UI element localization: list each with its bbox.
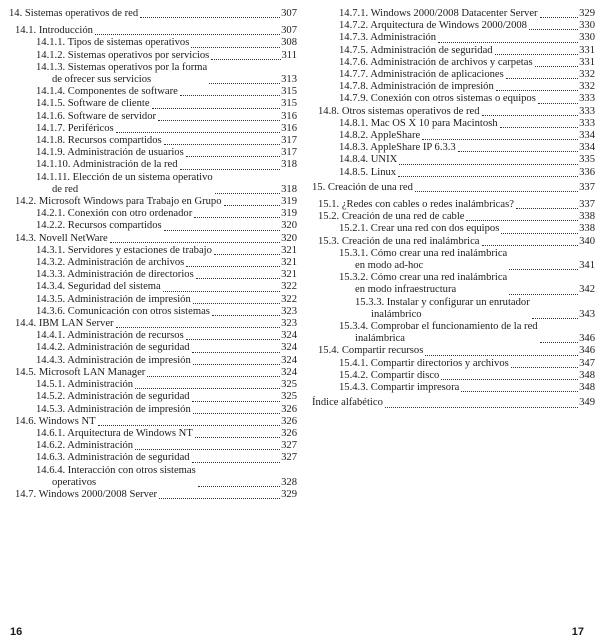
- toc-entry: [9, 159, 297, 171]
- toc-entry-title: 14.1.4. Componentes de software: [36, 86, 178, 98]
- toc-entry: [312, 57, 595, 69]
- toc-page-number: 347: [579, 357, 595, 369]
- toc-page-number: 332: [579, 69, 595, 81]
- dot-leader: [163, 291, 280, 292]
- toc-page-number: 329: [281, 488, 297, 500]
- dot-leader: [482, 115, 579, 116]
- toc-page-number: 325: [281, 391, 297, 403]
- toc-page-number: 324: [281, 366, 297, 378]
- dot-leader: [193, 303, 280, 304]
- toc-entry-title: 15.4.1. Compartir directorios y archivos: [339, 357, 509, 369]
- toc-page-number: 334: [579, 142, 595, 154]
- toc-entry: [9, 269, 297, 281]
- toc-entry: [312, 345, 595, 357]
- toc-page-number: 348: [579, 382, 595, 394]
- dot-leader: [385, 407, 578, 408]
- toc-page-number: 333: [579, 93, 595, 105]
- toc-entry: [312, 223, 595, 235]
- toc-page-number: 323: [281, 305, 297, 317]
- dot-leader: [496, 90, 578, 91]
- toc-entry: [9, 245, 297, 257]
- toc-entry: [9, 98, 297, 110]
- dot-leader: [511, 367, 578, 368]
- toc-entry-title: 14.4.1. Administración de recursos: [36, 330, 184, 342]
- toc-entry: [9, 379, 297, 391]
- toc-entry-title: 14.2.1. Conexión con otro ordenador: [36, 208, 193, 220]
- dot-leader: [501, 233, 578, 234]
- toc-chapter-entry: [312, 397, 595, 409]
- dot-leader: [532, 318, 578, 319]
- toc-entry: [9, 50, 297, 62]
- toc-chapter-entry: [312, 182, 595, 194]
- toc-page-number: 338: [579, 223, 595, 235]
- toc-entry: [312, 69, 595, 81]
- toc-entry: [9, 172, 297, 196]
- toc-page-number: 341: [579, 260, 595, 272]
- toc-entry-title-line: 14.6.4. Interacción con otros sistemas: [36, 464, 196, 476]
- toc-entry-title: 15.2. Creación de una red de cable: [318, 211, 465, 223]
- toc-entry: [9, 440, 297, 452]
- toc-page-number: 329: [579, 8, 595, 19]
- toc-entry-title: 14.5.1. Administración: [36, 379, 134, 391]
- dot-leader: [398, 176, 578, 177]
- toc-entry: [312, 130, 595, 142]
- dot-leader: [441, 379, 578, 380]
- toc-page-number: 317: [281, 135, 297, 147]
- toc-entry-title: 14.5.2. Administración de seguridad: [36, 391, 190, 403]
- toc-page-number: 331: [579, 44, 595, 56]
- dot-leader: [158, 120, 280, 121]
- toc-entry: [312, 81, 595, 93]
- toc-page-number: 333: [579, 105, 595, 117]
- toc-page-number: 322: [281, 281, 297, 293]
- toc-page-number: 326: [281, 403, 297, 415]
- toc-page-number: 313: [281, 74, 297, 86]
- toc-entry-title: 14.4. IBM LAN Server: [15, 318, 114, 330]
- toc-entry: [9, 111, 297, 123]
- toc-page-number: 331: [579, 56, 595, 68]
- toc-entry-title: [36, 465, 196, 489]
- dot-leader: [535, 66, 579, 67]
- toc-column-left: [9, 8, 297, 501]
- dot-leader: [98, 425, 281, 426]
- toc-entry: [9, 452, 297, 464]
- toc-entry-title: 14.3.6. Comunicación con otros sistemas: [36, 305, 210, 317]
- toc-entry: [312, 272, 595, 296]
- toc-page-number: 324: [281, 354, 297, 366]
- toc-entry-title-line: 15.3.3. Instalar y configurar un enrutador: [355, 296, 530, 308]
- toc-page-number: 335: [579, 154, 595, 166]
- toc-entry-title: 15.3. Creación de una red inalámbrica: [318, 235, 480, 247]
- dot-leader: [212, 315, 280, 316]
- dot-leader: [180, 169, 281, 170]
- toc-entry-title-line: 15.3.1. Cómo crear una red inalámbrica: [339, 247, 508, 259]
- toc-entry-title: 14.6.1. Arquitectura de Windows NT: [36, 427, 193, 439]
- toc-entry-title: [339, 272, 507, 296]
- dot-leader: [180, 95, 280, 96]
- toc-entry-title-line: 14.1.11. Elección de un sistema operativo: [36, 171, 213, 183]
- dot-leader: [192, 462, 281, 463]
- dot-leader: [211, 59, 280, 60]
- dot-leader: [116, 327, 281, 328]
- dot-leader: [399, 164, 578, 165]
- toc-entry-title: [339, 321, 538, 345]
- toc-entry-title: 14.8.3. AppleShare IP 6.3.3: [339, 142, 456, 154]
- toc-entry: [312, 142, 595, 154]
- toc-page-number: 340: [579, 235, 595, 247]
- toc-page-number: 308: [281, 37, 297, 49]
- toc-entry: [312, 93, 595, 105]
- toc-entry-title: 14.7.2. Arquitectura de Windows 2000/2008: [339, 20, 527, 32]
- toc-page-number: 316: [281, 110, 297, 122]
- toc-entry: [9, 147, 297, 159]
- dot-leader: [135, 449, 280, 450]
- dot-leader: [540, 342, 579, 343]
- dot-leader: [509, 269, 578, 270]
- toc-entry-title: 14.5. Microsoft LAN Manager: [15, 366, 146, 378]
- toc-page-number: 324: [281, 330, 297, 342]
- toc-page-number: 330: [579, 20, 595, 32]
- toc-entry-title-continuation: operativos: [52, 476, 97, 488]
- toc-page-number: 337: [579, 181, 595, 193]
- toc-entry: [9, 208, 297, 220]
- toc-entry-title: 15. Creación de una red: [312, 181, 413, 193]
- toc-page-number: 307: [281, 25, 297, 37]
- toc-entry: [9, 25, 297, 37]
- toc-entry-title: 14.3.4. Seguridad del sistema: [36, 281, 161, 293]
- toc-entry-title: 14.1.5. Software de cliente: [36, 98, 150, 110]
- dot-leader: [191, 47, 280, 48]
- toc-entry-title: 14.1.7. Periféricos: [36, 122, 114, 134]
- toc-entry: [9, 428, 297, 440]
- toc-chapter-entry: [9, 8, 297, 20]
- toc-page-number: 324: [281, 342, 297, 354]
- toc-entry: [312, 382, 595, 394]
- toc-entry-title: 14.8.5. Linux: [339, 166, 397, 178]
- toc-entry-title-continuation: de red: [52, 183, 79, 195]
- toc-entry-title: [36, 62, 207, 86]
- toc-page-number: 319: [281, 208, 297, 220]
- toc-entry-title: 15.4.2. Compartir disco: [339, 369, 440, 381]
- toc-entry-title: [339, 248, 507, 272]
- toc-page-number: 343: [579, 308, 595, 320]
- dot-leader: [495, 54, 579, 55]
- dot-leader: [438, 42, 578, 43]
- dot-leader: [509, 294, 578, 295]
- toc-entry-title: 14.3.2. Administración de archivos: [36, 257, 185, 269]
- toc-entry-title: 14.8.1. Mac OS X 10 para Macintosh: [339, 117, 498, 129]
- toc-entry-title-line: 14.1.3. Sistemas operativos por la forma: [36, 61, 208, 73]
- dot-leader: [466, 220, 578, 221]
- dot-leader: [116, 132, 280, 133]
- toc-page-number: 342: [579, 284, 595, 296]
- toc-entry-title: 14.7.5. Administración de seguridad: [339, 44, 493, 56]
- dot-leader: [140, 17, 280, 18]
- toc-entry: [9, 330, 297, 342]
- toc-page-number: 311: [281, 49, 297, 61]
- toc-entry-title: Índice alfabético: [312, 397, 383, 409]
- toc-entry-title: 14.8.4. UNIX: [339, 154, 398, 166]
- toc-entry: [312, 211, 595, 223]
- toc-page-number: 315: [281, 86, 297, 98]
- toc-page-number: 307: [281, 8, 297, 19]
- toc-entry-title: 14.7. Windows 2000/2008 Server: [15, 488, 158, 500]
- toc-page-number: 327: [281, 452, 297, 464]
- toc-entry-title: 14.3. Novell NetWare: [15, 232, 108, 244]
- dot-leader: [506, 78, 578, 79]
- toc-entry: [9, 220, 297, 232]
- toc-entry: [312, 106, 595, 118]
- toc-page-number: 346: [579, 333, 595, 345]
- toc-page-number: 321: [281, 269, 297, 281]
- toc-entry-title-continuation: en modo ad-hoc: [355, 260, 424, 272]
- dot-leader: [500, 127, 579, 128]
- toc-page-number: 338: [579, 211, 595, 223]
- dot-leader: [540, 17, 579, 18]
- dot-leader: [186, 266, 280, 267]
- dot-leader: [529, 29, 578, 30]
- toc-entry: [9, 86, 297, 98]
- toc-page-number: 330: [579, 32, 595, 44]
- toc-page-number: 318: [281, 159, 297, 171]
- dot-leader: [516, 208, 578, 209]
- toc-entry-title: 15.4.3. Compartir impresora: [339, 382, 460, 394]
- toc-page-number: 317: [281, 147, 297, 159]
- toc-entry: [9, 257, 297, 269]
- dot-leader: [215, 193, 280, 194]
- toc-entry: [312, 118, 595, 130]
- toc-entry: [9, 404, 297, 416]
- toc-entry: [312, 236, 595, 248]
- toc-entry-title: 14.7.7. Administración de aplicaciones: [339, 69, 504, 81]
- toc-entry-title: 14.4.3. Administración de impresión: [36, 354, 191, 366]
- toc-page-number: 326: [281, 427, 297, 439]
- toc-entry-title-line: 15.3.4. Comprobar el funcionamiento de la red: [339, 321, 538, 333]
- dot-leader: [195, 437, 280, 438]
- toc-page-number: 334: [579, 130, 595, 142]
- toc-entry-title: 14.4.2. Administración de seguridad: [36, 342, 190, 354]
- toc-entry-title-line: 15.3.2. Cómo crear una red inalámbrica: [339, 272, 508, 284]
- toc-entry: [312, 45, 595, 57]
- toc-entry-title: 14.1. Introducción: [15, 25, 93, 37]
- dot-leader: [186, 339, 280, 340]
- toc-page-number: 332: [579, 81, 595, 93]
- toc-page-number: 323: [281, 318, 297, 330]
- toc-entry-title: 14.8.2. AppleShare: [339, 130, 421, 142]
- toc-entry: [9, 306, 297, 318]
- toc-entry: [312, 8, 595, 20]
- dot-leader: [186, 156, 280, 157]
- toc-entry-title: 14.3.1. Servidores y estaciones de trabajo: [36, 244, 212, 256]
- toc-entry-title: 14.7.8. Administración de impresión: [339, 81, 494, 93]
- dot-leader: [164, 144, 280, 145]
- toc-entry: [9, 355, 297, 367]
- toc-entry: [312, 167, 595, 179]
- toc-entry-title: 14.3.5. Administración de impresión: [36, 293, 191, 305]
- toc-entry-title: 14.5.3. Administración de impresión: [36, 403, 191, 415]
- toc-entry-title: 14.1.9. Administración de usuarios: [36, 147, 184, 159]
- toc-entry: [9, 196, 297, 208]
- toc-entry-title: 14.8. Otros sistemas operativos de red: [318, 105, 480, 117]
- toc-entry: [312, 154, 595, 166]
- toc-entry: [312, 358, 595, 370]
- dot-leader: [198, 486, 280, 487]
- toc-page-number: 316: [281, 122, 297, 134]
- page-number-left: 16: [10, 625, 23, 638]
- dot-leader: [422, 139, 578, 140]
- toc-entry-title: 14.1.2. Sistemas operativos por servicios: [36, 49, 210, 61]
- toc-entry-title: 14.7.9. Conexión con otros sistemas o equipos: [339, 93, 536, 105]
- dot-leader: [95, 34, 280, 35]
- dot-leader: [415, 191, 578, 192]
- toc-entry: [9, 391, 297, 403]
- toc-entry: [9, 233, 297, 245]
- toc-page-number: 328: [281, 476, 297, 488]
- toc-page-number: 315: [281, 98, 297, 110]
- dot-leader: [214, 254, 280, 255]
- dot-leader: [538, 103, 578, 104]
- toc-page-number: 321: [281, 244, 297, 256]
- dot-leader: [164, 230, 280, 231]
- toc-page-number: 349: [579, 397, 595, 409]
- toc-entry-title: 14.7.3. Administración: [339, 32, 437, 44]
- dot-leader: [159, 498, 280, 499]
- toc-entry-title: 14.1.8. Recursos compartidos: [36, 135, 162, 147]
- toc-page-number: 325: [281, 379, 297, 391]
- toc-entry-title: 14.1.6. Software de servidor: [36, 110, 157, 122]
- toc-entry: [9, 489, 297, 501]
- toc-entry-title-continuation: inalámbrica: [355, 333, 405, 345]
- dot-leader: [194, 217, 280, 218]
- toc-entry-title: 15.4. Compartir recursos: [318, 345, 424, 357]
- dot-leader: [147, 376, 280, 377]
- toc-entry-title: 14.1.1. Tipos de sistemas operativos: [36, 37, 190, 49]
- toc-entry: [9, 342, 297, 354]
- toc-entry: [312, 199, 595, 211]
- toc-entry-title-continuation: de ofrecer sus servicios: [52, 74, 152, 86]
- toc-entry: [312, 20, 595, 32]
- toc-page-number: 322: [281, 293, 297, 305]
- toc-page-number: 319: [281, 196, 297, 208]
- toc-entry-title: 14.7.1. Windows 2000/2008 Datacenter Server: [339, 8, 538, 19]
- toc-page-number: 326: [281, 415, 297, 427]
- toc-entry-title: 15.1. ¿Redes con cables o redes inalámbricas?: [318, 199, 514, 211]
- toc-entry: [9, 294, 297, 306]
- toc-entry-title: 14.3.3. Administración de directorios: [36, 269, 194, 281]
- toc-entry-title: 14.1.10. Administración de la red: [36, 159, 178, 171]
- dot-leader: [482, 245, 579, 246]
- toc-page-number: 321: [281, 257, 297, 269]
- dot-leader: [461, 391, 578, 392]
- toc-entry: [312, 297, 595, 321]
- dot-leader: [224, 205, 281, 206]
- toc-entry-title: 14.2. Microsoft Windows para Trabajo en Grupo: [15, 196, 222, 208]
- toc-page-number: 336: [579, 166, 595, 178]
- dot-leader: [458, 151, 578, 152]
- dot-leader: [110, 242, 280, 243]
- dot-leader: [193, 364, 280, 365]
- page-number-right: 17: [571, 625, 584, 638]
- toc-entry: [9, 123, 297, 135]
- toc-page-number: 333: [579, 117, 595, 129]
- toc-entry: [9, 465, 297, 489]
- toc-entry-title: [355, 297, 530, 321]
- toc-column-right: [312, 8, 595, 415]
- toc-entry-title: 14. Sistemas operativos de red: [9, 8, 139, 19]
- toc-entry-title: [36, 172, 213, 196]
- toc-page-number: 318: [281, 183, 297, 195]
- toc-entry: [312, 248, 595, 272]
- toc-entry-title: 14.2.2. Recursos compartidos: [36, 220, 162, 232]
- toc-entry-title: 14.7.6. Administración de archivos y carpetas: [339, 56, 533, 68]
- toc-page-number: 348: [579, 369, 595, 381]
- dot-leader: [209, 83, 280, 84]
- toc-entry: [9, 416, 297, 428]
- toc-entry: [312, 32, 595, 44]
- toc-entry: [9, 37, 297, 49]
- dot-leader: [193, 413, 280, 414]
- toc-entry-title: 14.6.3. Administración de seguridad: [36, 452, 190, 464]
- toc-entry-title: 15.2.1. Crear una red con dos equipos: [339, 223, 500, 235]
- dot-leader: [152, 108, 281, 109]
- toc-entry: [9, 135, 297, 147]
- toc-entry: [9, 281, 297, 293]
- toc-entry: [9, 318, 297, 330]
- dot-leader: [192, 352, 281, 353]
- toc-entry: [312, 370, 595, 382]
- toc-entry: [312, 321, 595, 345]
- toc-entry-title: 14.6.2. Administración: [36, 440, 134, 452]
- toc-entry: [9, 62, 297, 86]
- toc-entry: [9, 367, 297, 379]
- toc-page-number: 320: [281, 220, 297, 232]
- dot-leader: [196, 278, 280, 279]
- toc-page-number: 346: [579, 345, 595, 357]
- toc-entry-title-continuation: inalámbrico: [371, 308, 422, 320]
- toc-page-number: 337: [579, 199, 595, 211]
- toc-entry-title: 14.6. Windows NT: [15, 415, 96, 427]
- dot-leader: [192, 401, 281, 402]
- toc-page-number: 320: [281, 232, 297, 244]
- toc-entry-title-continuation: en modo infraestructura: [355, 284, 457, 296]
- toc-page-number: 327: [281, 440, 297, 452]
- dot-leader: [135, 388, 280, 389]
- dot-leader: [425, 355, 578, 356]
